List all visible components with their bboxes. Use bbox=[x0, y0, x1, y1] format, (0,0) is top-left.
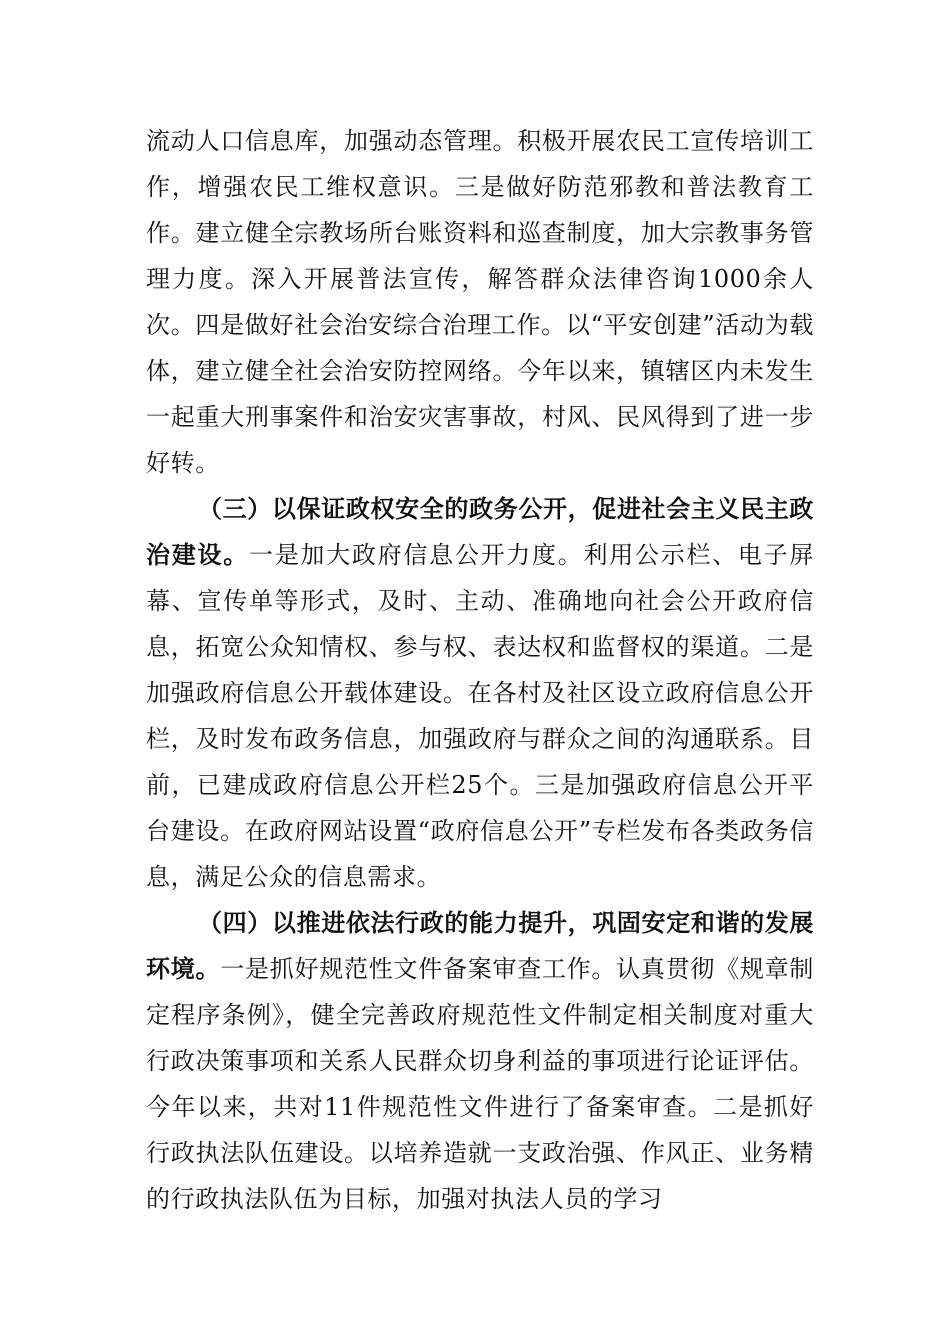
paragraph-section-3 bbox=[146, 486, 814, 900]
paragraph-text: 流动人口信息库，加强动态管理。积极开展农民工宣传培训工作，增强农民工维权意识。三是做好防范邪教和普法教育工作。建立健全宗教场所台账资料和巡查制度，加大宗教事务管理力度。深入开展普法宣传，解答群众法律咨询1000余人次。四是做好社会治安综合治理工作。以“平安创建”活动为载体，建立健全社会治安防控网络。今年以来，镇辖区内未发生一起重大刑事案件和治安灾害事故，村风、民风得到了进一步好转。 bbox=[146, 127, 814, 477]
section-3-heading: （三）以保证政权安全的政务公开，促进社会主义民主政治建设。 bbox=[146, 494, 814, 569]
section-4-text: 一是抓好规范性文件备案审查工作。认真贯彻《规章制定程序条例》，健全完善政府规范性文件制定相关制度对重大行政决策事项和关系人民群众切身利益的事项进行论证评估。今年以来，共对11件规范性文件进行了备案审查。二是抓好行政执法队伍建设。以培养造就一支政治强、作风正、业务精的行政执法队伍为目标，加强对执法人员的学习 bbox=[146, 955, 814, 1213]
paragraph-section-4 bbox=[146, 900, 814, 1222]
paragraph-continuation bbox=[146, 118, 814, 486]
section-4-heading: （四）以推进依法行政的能力提升，巩固安定和谐的发展环境。 bbox=[146, 908, 814, 983]
section-3-text: 一是加大政府信息公开力度。利用公示栏、电子屏幕、宣传单等形式，及时、主动、准确地向社会公开政府信息，拓宽公众知情权、参与权、表达权和监督权的渠道。二是加强政府信息公开载体建设。在各村及社区设立政府信息公开栏，及时发布政务信息，加强政府与群众之间的沟通联系。目前，已建成政府信息公开栏25个。三是加强政府信息公开平台建设。在政府网站设置“政府信息公开”专栏发布各类政务信息，满足公众的信息需求。 bbox=[146, 541, 814, 891]
document-body bbox=[146, 118, 814, 1222]
